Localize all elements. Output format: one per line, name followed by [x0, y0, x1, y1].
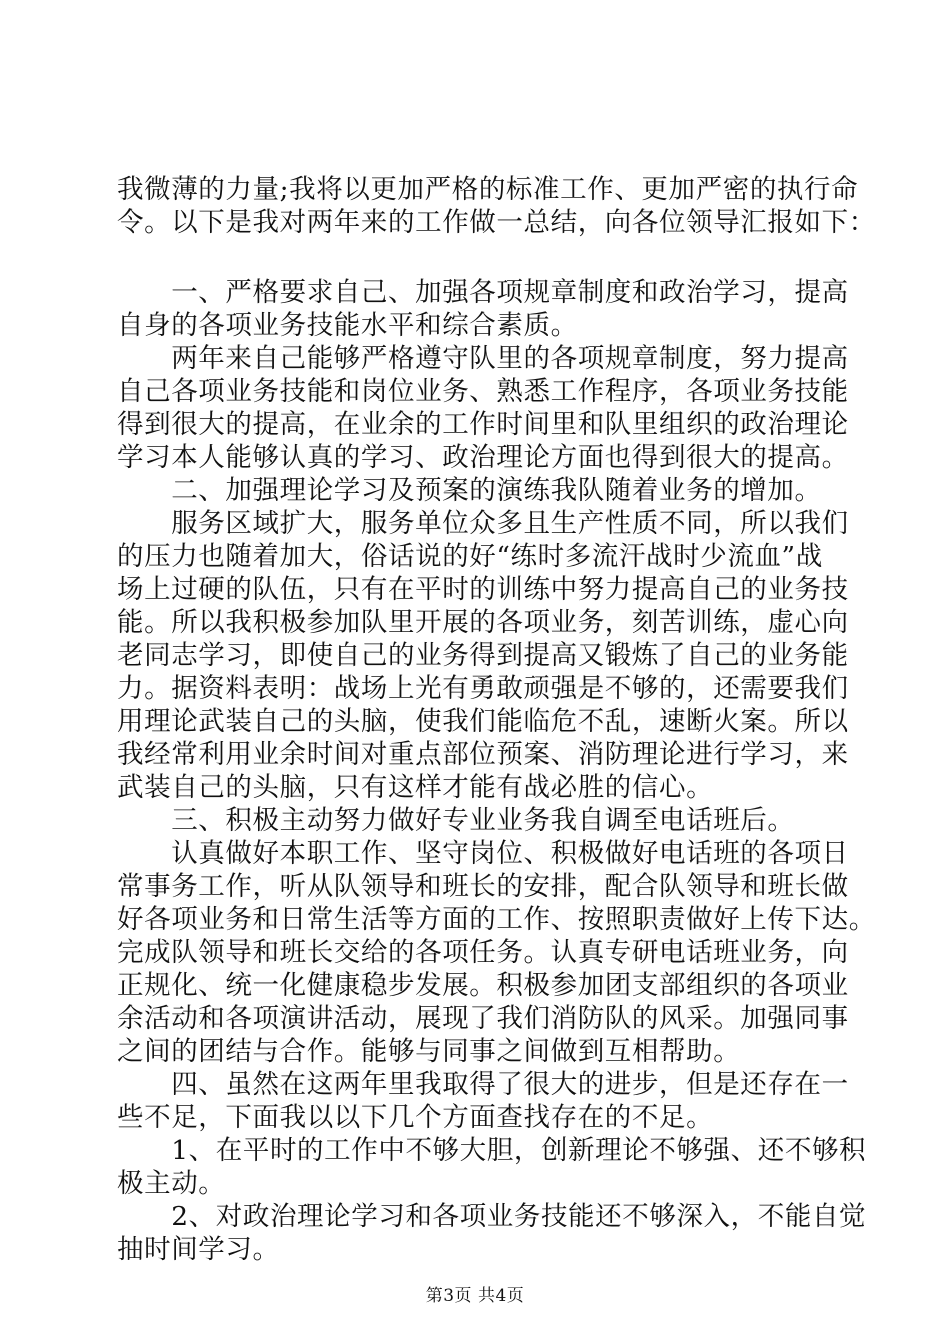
text-line: 完成队领导和班长交给的各项任务。认真专研电话班业务，向 [117, 937, 849, 968]
text-line: 极主动。 [117, 1168, 226, 1199]
list-item-1 [117, 1134, 867, 1200]
text-line: 些不足，下面我以以下几个方面查找存在的不足。 [117, 1102, 714, 1133]
paragraph-section-1 [117, 342, 849, 474]
document-body [117, 173, 876, 1266]
text-line: 三、积极主动努力做好专业业务我自调至电话班后。 [117, 805, 795, 836]
paragraph-section-2 [117, 507, 849, 804]
list-item-2 [117, 1200, 867, 1266]
text-line: 余活动和各项演讲活动，展现了我们消防队的风采。加强同事 [117, 1003, 849, 1034]
text-line: 两年来自己能够严格遵守队里的各项规章制度，努力提高 [117, 343, 849, 374]
text-line: 正规化、统一化健康稳步发展。积极参加团支部组织的各项业 [117, 970, 849, 1001]
text-line: 场上过硬的队伍，只有在平时的训练中努力提高自己的业务技 [117, 574, 849, 605]
text-line: 二、加强理论学习及预案的演练我队随着业务的增加。 [117, 475, 822, 506]
text-line: 力。据资料表明：战场上光有勇敢顽强是不够的，还需要我们 [117, 673, 849, 704]
page-number-footer: 第3页 共4页 [425, 1286, 525, 1306]
text-line: 2、对政治理论学习和各项业务技能还不够深入，不能自觉 [117, 1201, 867, 1232]
text-line: 武装自己的头脑，只有这样才能有战必胜的信心。 [117, 772, 714, 803]
section-heading-4 [117, 1068, 849, 1134]
text-line: 1、在平时的工作中不够大胆，创新理论不够强、还不够积 [117, 1135, 867, 1166]
text-line: 用理论武装自己的头脑，使我们能临危不乱，速断火案。所以 [117, 706, 849, 737]
text-line: 一、严格要求自己、加强各项规章制度和政治学习，提高 [117, 277, 849, 308]
text-line: 服务区域扩大，服务单位众多且生产性质不同，所以我们 [117, 508, 849, 539]
text-line: 之间的团结与合作。能够与同事之间做到互相帮助。 [117, 1036, 741, 1067]
paragraph-section-3 [117, 837, 876, 1068]
text-line: 常事务工作，听从队领导和班长的安排，配合队领导和班长做 [117, 871, 849, 902]
section-heading-2 [117, 474, 837, 507]
paragraph-intro [117, 173, 876, 239]
text-line: 令。以下是我对两年来的工作做一总结，向各位领导汇报如下： [117, 207, 876, 238]
text-line: 的压力也随着加大，俗话说的好“练时多流汗战时少流血”战 [117, 541, 823, 572]
text-line: 老同志学习，即使自己的业务得到提高又锻炼了自己的业务能 [117, 640, 849, 671]
text-line: 我经常利用业余时间对重点部位预案、消防理论进行学习，来 [117, 739, 849, 770]
text-line: 自己各项业务技能和岗位业务、熟悉工作程序，各项业务技能 [117, 376, 849, 407]
text-line: 得到很大的提高，在业余的工作时间里和队里组织的政治理论 [117, 409, 849, 440]
text-line: 抽时间学习。 [117, 1234, 280, 1265]
text-line: 四、虽然在这两年里我取得了很大的进步，但是还存在一 [117, 1069, 849, 1100]
text-line: 认真做好本职工作、坚守岗位、积极做好电话班的各项日 [117, 838, 849, 869]
text-line: 好各项业务和日常生活等方面的工作、按照职责做好上传下达。 [117, 904, 876, 935]
text-line: 能。所以我积极参加队里开展的各项业务，刻苦训练，虚心向 [117, 607, 849, 638]
text-line: 学习本人能够认真的学习、政治理论方面也得到很大的提高。 [117, 442, 849, 473]
section-heading-3 [117, 804, 837, 837]
text-line: 我微薄的力量;我将以更加严格的标准工作、更加严密的执行命 [117, 174, 859, 205]
section-heading-1 [117, 276, 849, 342]
text-line: 自身的各项业务技能水平和综合素质。 [117, 310, 578, 341]
